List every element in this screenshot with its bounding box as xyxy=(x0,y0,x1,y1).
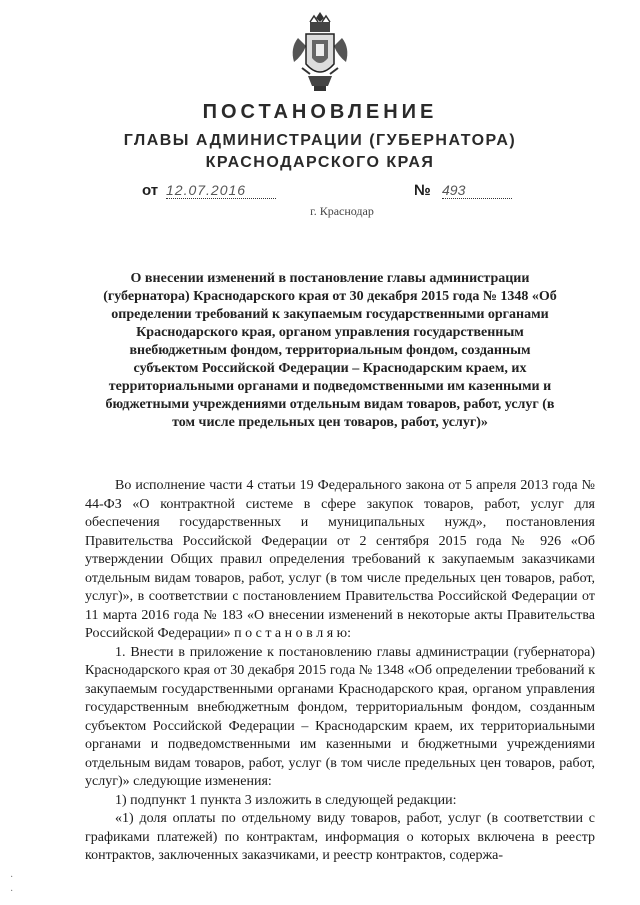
date-label: от xyxy=(142,182,159,199)
number-label: № xyxy=(414,182,431,199)
body-paragraph: «1) доля оплаты по отдельному виду товаров, работ, услуг (в соответствии с графиками платежей) по контрактам, информация о которых включена в реестр контрактов, заключенных заказчиками, и реестр контрактов, содержа- xyxy=(85,811,595,863)
date-value: 12.07.2016 xyxy=(166,182,276,199)
document-body xyxy=(85,477,595,866)
body-paragraph: 1) подпункт 1 пункта 3 изложить в следующей редакции: xyxy=(115,792,457,808)
document-type-heading: ПОСТАНОВЛЕНИЕ xyxy=(202,101,438,123)
issuer-heading: ГЛАВЫ АДМИНИСТРАЦИИ (ГУБЕРНАТОРА) xyxy=(123,132,517,149)
scan-artifact: · xyxy=(10,872,14,883)
coat-of-arms-icon xyxy=(288,8,352,94)
body-paragraph: Во исполнение части 4 статьи 19 Федерального закона от 5 апреля 2013 года № 44-ФЗ «О контрактной системе в сфере закупок товаров, работ, услуг для обеспечения государственных и муниципальных нужд», постановления Правительства Российской Федерации от 2 сентября 2015 года № 926 «Об утверждении Общих правил определения требований к закупаемым заказчиками отдельным видам товаров, работ, услуг (в том числе предельных цен товаров, работ, услуг)», в соответствии с постановлением Правительства Российской Федерации от 11 марта 2016 года № 183 «О внесении изменений в некоторые акты Правительства Российской Федерации» п о с т а н о в л я ю: xyxy=(85,478,595,641)
scan-artifact: · xyxy=(10,886,14,897)
number-value: 493 xyxy=(442,182,512,199)
document-title: О внесении изменений в постановление главы администрации (губернатора) Краснодарского края от 30 декабря 2015 года № 1348 «Об определении требований к закупаемым государственными органами Краснодарского края, органом управления государственным внебюджетным фондом, территориальным фондом, созданным субъектом Российской Федерации – Краснодарским краем, их территориальными органами и подведомственными им казенными и бюджетными учреждениями отдельным видам товаров, работ, услуг (в том числе предельных цен товаров, работ, услуг)» xyxy=(103,271,557,430)
region-heading: КРАСНОДАРСКОГО КРАЯ xyxy=(205,154,435,171)
city-label: г. Краснодар xyxy=(310,204,374,218)
body-paragraph: 1. Внести в приложение к постановлению главы администрации (губернатора) Краснодарского края от 30 декабря 2015 года № 1348 «Об определении требований к закупаемым государственными органами Краснодарского края, органом управления государственным внебюджетным фондом, территориальным фондом, созданным субъектом Российской Федерации – Краснодарским краем, их территориальными органами и подведомственными им казенными и бюджетными учреждениями отдельным видам товаров, работ, услуг (в том числе предельных цен товаров, работ, услуг)» следующие изменения: xyxy=(85,644,595,789)
